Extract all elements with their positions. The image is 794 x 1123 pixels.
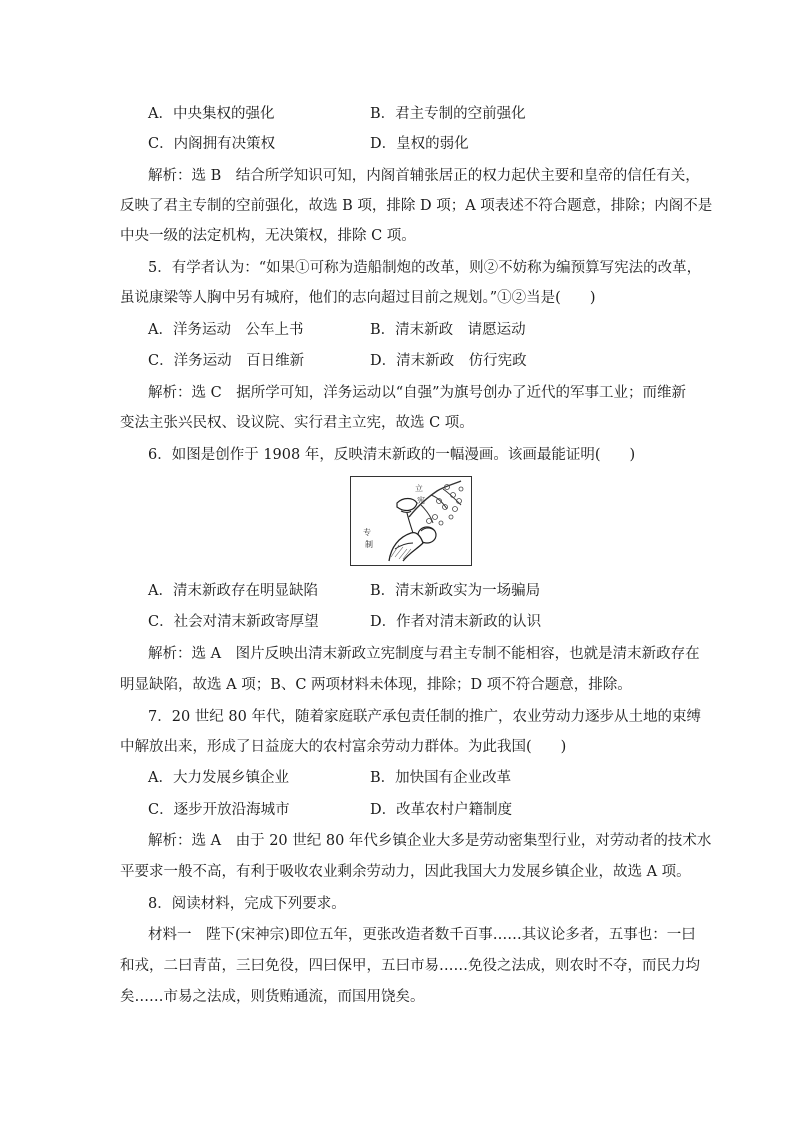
q5-stem-line-1: 5．有学者认为：“如果①可称为造船制炮的改革，则②不妨称为编预算写宪法的改革， bbox=[148, 260, 702, 276]
q6-analysis-line-2: 明显缺陷，故选 A 项；B、C 两项材料未体现，排除；D 项不符合题意，排除。 bbox=[120, 677, 632, 693]
q5-stem-line-2: 虽说康梁等人胸中另有城府，他们的志向超过目前之规划。”①②当是( ) bbox=[120, 290, 596, 306]
cartoon-label-li: 立 bbox=[415, 484, 423, 493]
cartoon-label-zhuan: 专 bbox=[363, 528, 371, 537]
q7-analysis-line-2: 平要求一般不高，有利于吸收农业剩余劳动力，因此我国大力发展乡镇企业，故选 A 项。 bbox=[120, 864, 691, 880]
q6-option-b: B．清末新政实为一场骗局 bbox=[370, 583, 541, 599]
q6-option-a: A．清末新政存在明显缺陷 bbox=[148, 583, 318, 599]
cartoon-label-zhi: 制 bbox=[365, 540, 373, 549]
q7-option-b: B．加快国有企业改革 bbox=[370, 770, 512, 786]
q4-option-b: B．君主专制的空前强化 bbox=[370, 106, 526, 122]
q8-material-line-1: 材料一 陛下(宋神宗)即位五年，更张改造者数千百事……其议论多者，五事也：一曰 bbox=[148, 927, 696, 943]
q7-option-c: C．逐步开放沿海城市 bbox=[148, 802, 290, 818]
q8-material-line-3: 矣……市易之法成，则货贿通流，而国用饶矣。 bbox=[120, 989, 425, 1005]
q7-option-d: D．改革农村户籍制度 bbox=[370, 802, 513, 818]
q6-stem: 6．如图是创作于 1908 年，反映清末新政的一幅漫画。该画最能证明( ) bbox=[148, 447, 636, 463]
q6-analysis-line-1: 解析：选 A 图片反映出清末新政立宪制度与君主专制不能相容，也就是清末新政存在 bbox=[148, 646, 700, 662]
q5-analysis-line-1: 解析：选 C 据所学可知，洋务运动以“自强”为旗号创办了近代的军事工业；而维新 bbox=[148, 385, 687, 401]
q4-analysis-line-1: 解析：选 B 结合所学知识可知，内阁首辅张居正的权力起伏主要和皇帝的信任有关， bbox=[148, 168, 700, 184]
q8-stem: 8．阅读材料，完成下列要求。 bbox=[148, 896, 346, 912]
q5-analysis-line-2: 变法主张兴民权、设议院、实行君主立宪，故选 C 项。 bbox=[120, 415, 474, 431]
q5-option-d: D．清末新政 仿行宪政 bbox=[370, 353, 527, 369]
cartoon-label-xian: 宪 bbox=[417, 496, 425, 505]
cartoon-image bbox=[350, 476, 472, 566]
q4-analysis-line-2: 反映了君主专制的空前强化，故选 B 项，排除 D 项；A 项表述不符合题意，排除；内阁不是 bbox=[120, 198, 713, 214]
q5-option-a: A．洋务运动 公车上书 bbox=[148, 322, 304, 338]
q5-option-b: B．清末新政 请愿运动 bbox=[370, 322, 526, 338]
q7-option-a: A．大力发展乡镇企业 bbox=[148, 770, 289, 786]
q4-option-c: C．内阁拥有决策权 bbox=[148, 136, 276, 152]
q4-option-a: A．中央集权的强化 bbox=[148, 106, 275, 122]
q8-material-line-2: 和戎，二曰青苗，三曰免役，四曰保甲，五曰市易……免役之法成，则农时不夺，而民力均 bbox=[120, 958, 700, 974]
q4-analysis-line-3: 中央一级的法定机构，无决策权，排除 C 项。 bbox=[120, 228, 416, 244]
q7-stem-line-1: 7．20 世纪 80 年代，随着家庭联产承包责任制的推广，农业劳动力逐步从土地的束缚 bbox=[148, 709, 701, 725]
q5-option-c: C．洋务运动 百日维新 bbox=[148, 353, 305, 369]
q6-option-d: D．作者对清末新政的认识 bbox=[370, 614, 542, 630]
q4-option-d: D．皇权的弱化 bbox=[370, 136, 469, 152]
cartoon-drawing bbox=[351, 477, 471, 565]
q7-analysis-line-1: 解析：选 A 由于 20 世纪 80 年代乡镇企业大多是劳动密集型行业，对劳动者的技术水 bbox=[148, 833, 712, 849]
q6-option-c: C．社会对清末新政寄厚望 bbox=[148, 614, 319, 630]
q7-stem-line-2: 中解放出来，形成了日益庞大的农村富余劳动力群体。为此我国( ) bbox=[120, 739, 567, 755]
